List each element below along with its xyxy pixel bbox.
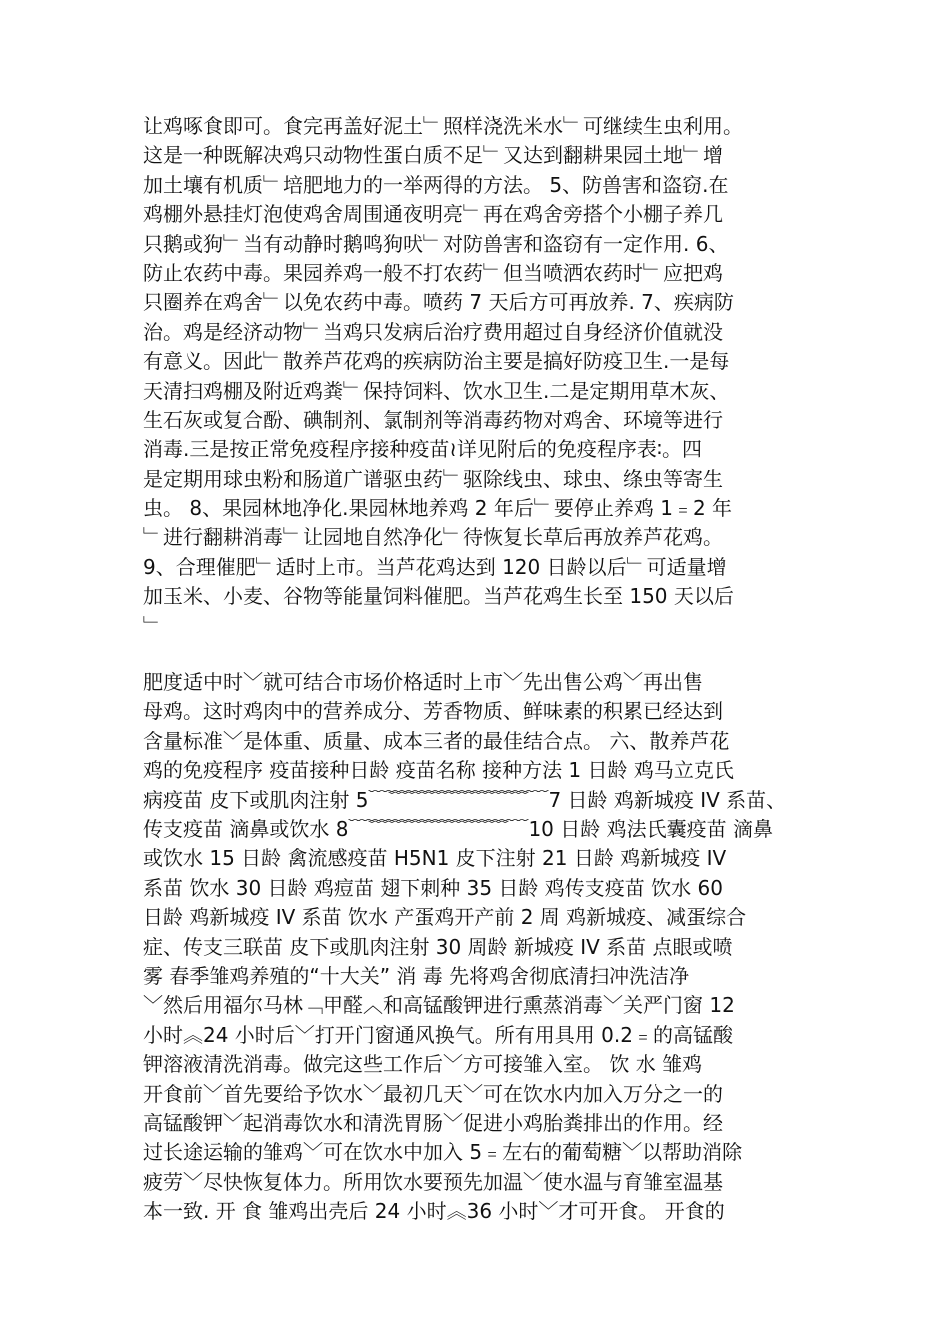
text-line: 母鸡。这时鸡肉中的营养成分、芳香物质、鲜味素的积累已经达到 [143, 699, 723, 724]
text-line: 是定期用球虫粉和肠道广谱驱虫药﹂驱除线虫、球虫、绦虫等寄生 [143, 466, 723, 491]
text-line: 肥度适中时﹀就可结合市场价格适时上市﹀先出售公鸡﹀再出售 [143, 670, 703, 695]
text-line: 消毒.三是按正常免疫程序接种疫苗≀详见附后的免疫程序表∶。四 [143, 437, 703, 462]
text-line: 传支疫苗 滴鼻或饮水 8﹋﹌﹌﹌﹌﹌﹌﹌﹋10 日龄 鸡法氏囊疫苗 滴鼻 [143, 816, 773, 841]
text-line: 症、传支三联苗 皮下或肌肉注射 30 周龄 新城疫 IV 系苗 点眼或喷 [143, 934, 733, 959]
text-line: 开食前﹀首先要给予饮水﹀最初几天﹀可在饮水内加入万分之一的 [143, 1081, 723, 1106]
text-line: 这是一种既解决鸡只动物性蛋白质不足﹂又达到翻耕果园土地﹂增 [143, 143, 723, 168]
text-line: 有意义。因此﹂散养芦花鸡的疾病防治主要是搞好防疫卫生.一是每 [143, 349, 730, 374]
text-line: 或饮水 15 日龄 禽流感疫苗 H5N1 皮下注射 21 日龄 鸡新城疫 IV [143, 846, 727, 871]
text-line: 疲劳﹀尽快恢复体力。所用饮水要预先加温﹀使水温与育雏室温基 [143, 1169, 723, 1194]
text-line: ﹂ [143, 613, 163, 638]
text-line: 生石灰或复合酚、碘制剂、氯制剂等消毒药物对鸡舍、环境等进行 [143, 407, 723, 432]
text-line: 天清扫鸡棚及附近鸡粪﹂保持饲料、饮水卫生.二是定期用草木灰、 [143, 378, 730, 403]
text-line: ﹂进行翻耕消毒﹂让园地自然净化﹂待恢复长草后再放养芦花鸡。 [143, 525, 723, 550]
text-line: 治。鸡是经济动物﹂当鸡只发病后治疗费用超过自身经济价值就没 [143, 319, 723, 344]
text-line: 9、合理催肥﹂适时上市。当芦花鸡达到 120 日龄以后﹂可适量增 [143, 554, 727, 579]
paragraph-gap [143, 641, 808, 668]
text-line: 让鸡啄食即可。食完再盖好泥土﹂照样浇洗米水﹂可继续生虫利用。 [143, 114, 743, 138]
text-line: 高锰酸钾﹀起消毒饮水和清洗胃肠﹀促进小鸡胎粪排出的作用。经 [143, 1110, 723, 1135]
text-line: 鸡的免疫程序 疫苗接种日龄 疫苗名称 接种方法 1 日龄 鸡马立克氏 [143, 758, 734, 783]
text-line: 系苗 饮水 30 日龄 鸡痘苗 翅下刺种 35 日龄 鸡传支疫苗 饮水 60 [143, 875, 723, 900]
text-line: 加玉米、小麦、谷物等能量饲料催肥。当芦花鸡生长至 150 天以后 [143, 584, 734, 609]
text-line: 雾 春季雏鸡养殖的“十大关” 消 毒 先将鸡舍彻底清扫冲洗洁净 [143, 963, 690, 988]
text-line: 鸡棚外悬挂灯泡使鸡舍周围通夜明亮﹂再在鸡舍旁搭个小棚子养几 [143, 202, 723, 227]
text-line: 过长途运输的雏鸡﹀可在饮水中加入 5﹦左右的葡萄糖﹀以帮助消除 [143, 1140, 743, 1165]
text-line: 防止农药中毒。果园养鸡一般不打农药﹂但当喷洒农药时﹂应把鸡 [143, 260, 723, 285]
text-line: 含量标准﹀是体重、质量、成本三者的最佳结合点。 六、散养芦花 [143, 728, 730, 753]
paragraph-1 [143, 112, 808, 641]
text-line: 只圈养在鸡舍﹂以免农药中毒。喷药 7 天后方可再放养. 7、疾病防 [143, 290, 734, 315]
text-line: ﹀然后用福尔马林﹁甲醛︿和高锰酸钾进行熏蒸消毒﹀关严门窗 12 [143, 993, 735, 1018]
text-line: 日龄 鸡新城疫 IV 系苗 饮水 产蛋鸡开产前 2 周 鸡新城疫、减蛋综合 [143, 905, 747, 930]
text-line: 病疫苗 皮下或肌肉注射 5﹋﹌﹌﹌﹌﹌﹌﹌﹋7 日龄 鸡新城疫 IV 系苗、 [143, 787, 787, 812]
text-line: 小时︽24 小时后﹀打开门窗通风换气。所有用具用 0.2﹦的高锰酸 [143, 1022, 733, 1047]
text-line: 加土壤有机质﹂培肥地力的一举两得的方法。 5、防兽害和盗窃.在 [143, 172, 729, 197]
text-line: 钾溶液清洗消毒。做完这些工作后﹀方可接雏入室。 饮 水 雏鸡 [143, 1052, 703, 1077]
text-line: 本一致. 开 食 雏鸡出壳后 24 小时︽36 小时﹀才可开食。 开食的 [143, 1199, 725, 1224]
paragraph-2 [143, 668, 808, 1226]
text-line: 虫。 8、果园林地净化.果园林地养鸡 2 年后﹂要停止养鸡 1﹦2 年 [143, 496, 733, 521]
document-page [143, 112, 808, 1226]
text-line: 只鹅或狗﹂当有动静时鹅鸣狗吠﹂对防兽害和盗窃有一定作用. 6、 [143, 231, 729, 256]
